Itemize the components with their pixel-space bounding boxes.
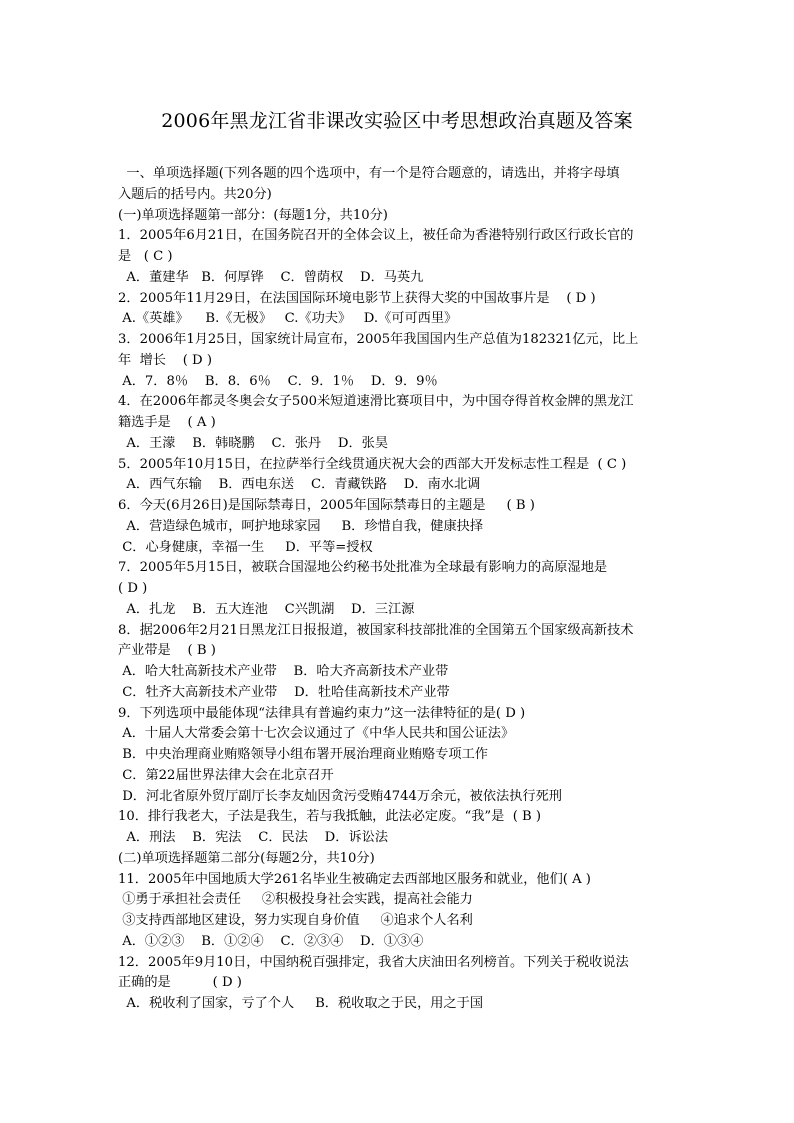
text-line: 9．下列选项中最能体现“法律具有普遍约束力”这一法律特征的是( D ) (118, 705, 526, 721)
text-line: 是 ( C ) (118, 249, 173, 264)
document-title: 2006年黑龙江省非课改实验区中考思想政治真题及答案 (161, 110, 633, 132)
text-line: (二)单项选择题第二部分(每题2分，共10分) (118, 850, 375, 866)
text-line: D．河北省原外贸厅副厅长李友灿因贪污受贿4744万余元，被依法执行死刑 (118, 788, 562, 804)
text-line: A．营造绿色城市，呵护地球家园 B．珍惜自我，健康抉择 (118, 518, 484, 534)
text-line: A．①②③ B．①②④ C．②③④ D．①③④ (118, 933, 424, 949)
text-line: 5．2005年10月15日，在拉萨举行全线贯通庆祝大会的西部大开发标志性工程是 ( C ) (118, 456, 627, 472)
text-line: 8．据2006年2月21日黑龙江日报报道，被国家科技部批准的全国第五个国家级高新技术 (118, 622, 634, 638)
text-line: 12．2005年9月10日，中国纳税百强排定，我省大庆油田名列榜首。下列关于税收说法 (118, 954, 629, 970)
text-line: 7．2005年5月15日，被联合国湿地公约秘书处批准为全球最有影响力的高原湿地是 (118, 560, 608, 576)
text-line: A．十届人大常委会第十七次会议通过了《中华人民共和国公证法》 (118, 726, 515, 742)
text-line: ①勇于承担社会责任 ②积极投身社会实践，提高社会能力 (118, 892, 473, 908)
text-line: ③支持西部地区建设，努力实现自身价值 ④追求个人名利 (118, 913, 473, 928)
text-line: 年 增长 ( D ) (118, 352, 212, 368)
text-line: A．税收利了国家，亏了个人 B．税收取之于民，用之于国 (118, 996, 484, 1011)
text-line: A.《英雄》 B.《无极》 C.《功夫》 D.《可可西里》 (118, 311, 458, 327)
text-line: 一、单项选择题(下列各题的四个选项中，有一个是符合题意的，请选出，并将字母填 (118, 166, 620, 181)
text-line: (一)单项选择题第一部分：(每题1分，共10分) (118, 207, 388, 223)
text-line: A．西气东输 B．西电东送 C．青藏铁路 D．南水北调 (118, 477, 481, 493)
text-line: 4．在2006年都灵冬奥会女子500米短道速滑比赛项目中，为中国夺得首枚金牌的黑龙江 (118, 394, 634, 410)
text-line: A．7．8％ B．8．6％ C．9．1％ D．9．9％ (118, 373, 438, 389)
document-body (118, 164, 684, 1015)
text-line: 入题后的括号内。共20分) (118, 186, 272, 202)
text-line: C．牡齐大高新技术产业带 D．牡哈佳高新技术产业带 (118, 684, 450, 700)
text-line: A．哈大牡高新技术产业带 B．哈大齐高新技术产业带 (118, 664, 449, 679)
text-line: A．王濛 B．韩晓鹏 C．张丹 D．张昊 (118, 435, 389, 451)
text-line: 1．2005年6月21日，在国务院召开的全体会议上，被任命为香港特别行政区行政长官的 (118, 228, 634, 244)
text-line: A．刑法 B．宪法 C．民法 D．诉讼法 (118, 830, 389, 845)
text-line: 正确的是 ( D ) (118, 975, 242, 991)
text-line: 6．今天(6月26日)是国际禁毒日，2005年国际禁毒日的主题是 ( B ) (118, 498, 535, 513)
text-line: ( D ) (118, 581, 148, 596)
text-line: 11．2005年中国地质大学261名毕业生被确定去西部地区服务和就业，他们( A ) (118, 871, 591, 887)
text-line: A．扎龙 B．五大连池 C兴凯湖 D．三江源 (118, 601, 415, 617)
text-line: 10．排行我老大，子法是我生，若与我抵触，此法必定废。“我”是 ( B ) (118, 809, 542, 825)
text-line: 3．2006年1月25日，国家统计局宣布，2005年我国国内生产总值为182321亿元，比上 (118, 332, 639, 347)
text-line: 产业带是 ( B ) (118, 643, 216, 659)
text-line: C．心身健康，幸福一生 D．平等=授权 (118, 539, 373, 555)
text-line: B．中央治理商业贿赂领导小组布署开展治理商业贿赂专项工作 (118, 747, 488, 762)
text-line: A．董建华 B．何厚铧 C．曾荫权 D．马英九 (118, 269, 424, 285)
text-line: 2．2005年11月29日，在法国国际环境电影节上获得大奖的中国故事片是 ( D ) (118, 290, 596, 306)
text-line: C．第22届世界法律大会在北京召开 (118, 767, 334, 783)
text-line: 籍选手是 ( A ) (118, 415, 216, 430)
